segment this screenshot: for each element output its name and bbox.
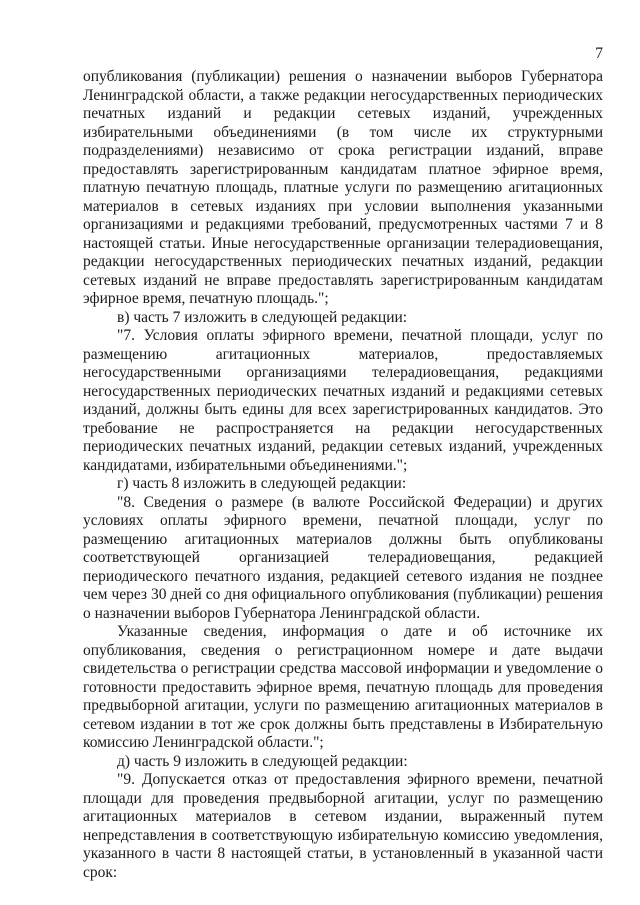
document-body	[83, 68, 603, 882]
paragraph-continuation: опубликования (публикации) решения о назначении выборов Губернатора Ленинградской области, а также редакции негосударственных периодических печатных изданий и редакции сетевых изданий, учрежденных избирательными объединениями (в том числе их структурными подразделениями) независимо от срока регистрации изданий, вправе предоставлять зарегистрированным кандидатам платное эфирное время, платную печатную площадь, платные услуги по размещению агитационных материалов в сетевых изданиях при условии выполнения указанными организациями и редакциями требований, предусмотренных частями 7 и 8 настоящей статьи. Иные негосударственные организации телерадиовещания, редакции негосударственных периодических печатных изданий, редакции сетевых изданий не вправе предоставлять зарегистрированным кандидатам эфирное время, печатную площадь.";	[83, 68, 603, 307]
paragraph-part-9: "9. Допускается отказ от предоставления эфирного времени, печатной площади для проведения предвыборной агитации, услуг по размещению агитационных материалов в сетевом издании, выраженный путем непредставления в соответствующую избирательную комиссию уведомления, указанного в части 8 настоящей статьи, в установленный в указанной части срок:	[83, 771, 603, 881]
paragraph-amendment-g-intro: г) часть 8 изложить в следующей редакции:	[117, 475, 407, 492]
paragraph-part-8-details: Указанные сведения, информация о дате и об источнике их опубликования, сведения о регистрационном номере и дате выдачи свидетельства о регистрации средства массовой информации и уведомление о готовности предоставить эфирное время, печатную площадь для проведения предвыборной агитации, услуги по размещению агитационных материалов в сетевом издании в тот же срок должны быть представлены в Избирательную комиссию Ленинградской области.";	[83, 623, 603, 751]
paragraph-amendment-v-intro: в) часть 7 изложить в следующей редакции:	[117, 308, 408, 326]
paragraph-part-8: "8. Сведения о размере (в валюте Российской Федерации) и других условиях оплаты эфирного времени, печатной площади, услуг по размещению агитационных материалов должны быть опубликованы соответствующей организацией телерадиовещания, редакцией периодического печатного издания, редакцией сетевого издания не позднее чем через 30 дней со дня официального опубликования (публикации) решения о назначении выборов Губернатора Ленинградской области.	[83, 493, 603, 622]
paragraph-amendment-d-intro: д) часть 9 изложить в следующей редакции:	[117, 752, 408, 770]
page-number: 7	[595, 45, 603, 62]
paragraph-part-7: "7. Условия оплаты эфирного времени, печатной площади, услуг по размещению агитационных материалов, предоставляемых негосударственными организациями телерадиовещания, редакциями негосударственных периодических печатных изданий и редакциями сетевых изданий, должны быть едины для всех зарегистрированных кандидатов. Это требование не распространяется на редакции негосударственных периодических печатных изданий, редакции сетевых изданий, учрежденных кандидатами, избирательными объединениями.";	[83, 327, 603, 474]
